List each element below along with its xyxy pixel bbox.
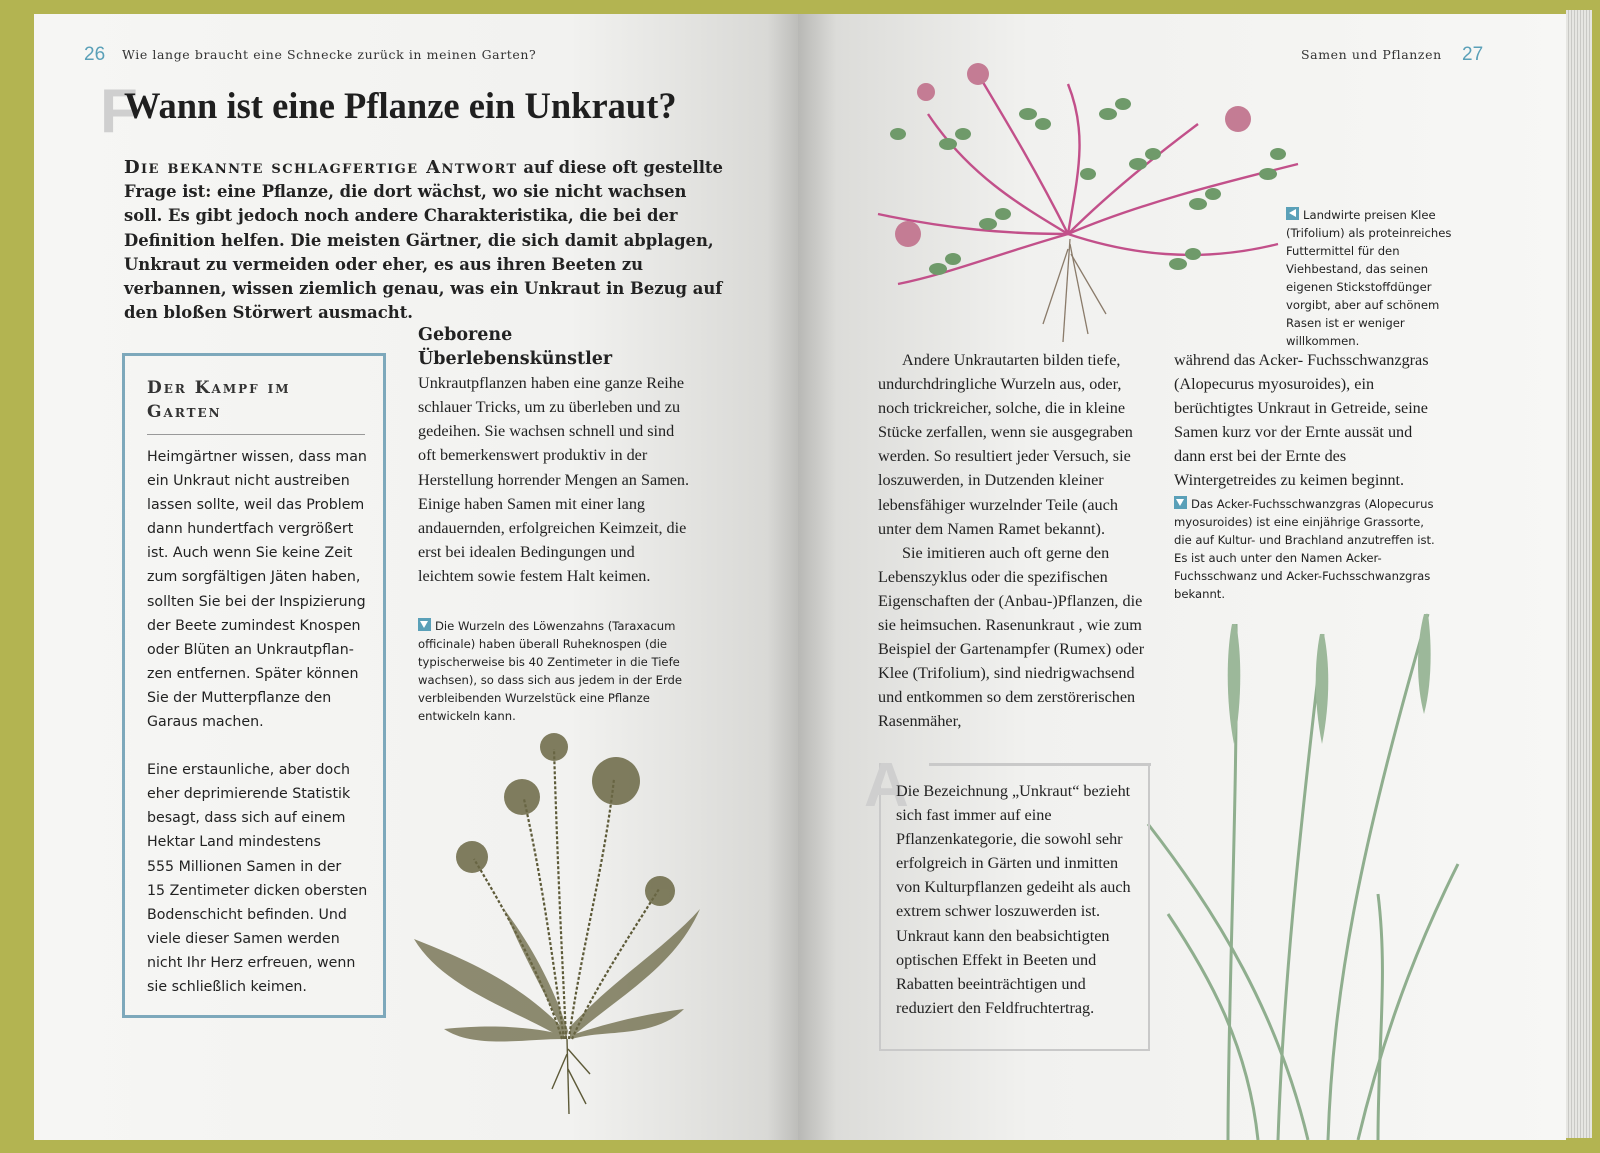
page-title: Wann ist eine Pflanze ein Unkraut? [124,85,677,126]
sidebar-title: Der Kampf im Garten [147,378,291,422]
dandelion-illustration [404,709,704,1119]
right-page [798,14,1566,1140]
right-col1-paragraph-2: Sie imitieren auch oft gerne den Lebenszyklus oder die spezifischen Eigenschaften der (Anbau-)Pflanzen, die sie heimsuchen. Rasenunkraut , wie zum Beispiel der Gartenampfer (Rumex) oder Klee (Trifolium), sind niedrigwachsend und entkommen so dem zerstörerischen Rasenmäher, [878,543,1145,731]
page-number-left: 26 [84,44,106,65]
right-col1-paragraph-1: Andere Unkrautarten bilden tiefe, undurchdringliche Wurzeln aus, oder, noch trickreicher, solche, die in kleine Stücke zerfallen, wenn sie ausgegraben werden. So resultiert jeder Versuch, sie loszuwerden, in Dutzenden kleiner lebensfähiger wurzelnder Teile (auch unter dem Namen Ramet bekannt). [878,351,1133,538]
triangle-down-icon [418,618,431,631]
grass-caption [1174,495,1444,603]
lead-paragraph [124,156,724,325]
clover-caption [1286,206,1472,350]
clover-illustration [838,54,1318,344]
quote-text: Die Bezeichnung „Unkraut“ bezieht sich fast immer auf eine Pflanzenkategorie, die sowohl sehr erfolgreich in Gärten und inmitten von Kulturpflanzen gedeiht als auch extrem schwer loszuwerden ist. Unkraut kann den beabsichtigten optischen Effekt in Beeten und Rabatten beeinträchtigen und reduziert den Feldfruchtertrag. [896,782,1131,1017]
page-number-right: 27 [1462,44,1484,65]
right-column-1 [878,348,1150,734]
quote-box-top-rule [929,763,1151,766]
right-column-2 [1174,348,1444,493]
triangle-down-icon [1174,496,1187,509]
sidebar-paragraph-2: Eine erstaunliche, aber doch eher deprimierende Statistik besagt, dass sich auf einem Hektar Land mindestens 555 Millionen Samen in der 15 Zentimeter dicken obersten Bodenschicht befinden. Und viele dieser Samen werden nicht Ihr Herz erfreuen, wenn sie schließlich keimen. [147,762,368,995]
subheading: Geborene Überlebenskünstler [418,325,613,370]
title-drop-initial: F [100,77,138,146]
sidebar-box [122,353,386,1018]
lead-caps: Die bekannte schlagfertige Antwort [124,157,518,178]
page-edges [1566,10,1592,1138]
quote-drop-initial: A [864,751,909,820]
left-column [418,323,694,588]
sidebar-paragraph-1: Heimgärtner wissen, dass man ein Unkraut nicht austreiben lassen sollte, weil das Problem dann hundertfach vergrößert ist. Auch wenn Sie keine Zeit zum sorgfältigen Jäten haben, sollten Sie bei der Inspizierung der Beete zumindest Knospen oder Blüten an Unkrautpflan- zen entfernen. Später können Sie der Mutterpflanze den Garaus machen. [147,449,367,731]
triangle-left-icon [1286,207,1299,220]
body-paragraph: Unkrautpflanzen haben eine ganze Reihe schlauer Tricks, um zu überleben und zu gedeihen. Sie wachsen schnell und sind oft bemerkenswert produktiv in der Herstellung horrender Mengen an Samen. Einige haben Samen mit einer lang andauernden, erfolgreichen Keimzeit, die erst bei idealen Bedingungen und leichtem sowie festem Halt keimen. [418,374,690,585]
clover-caption-text: Landwirte preisen Klee (Trifolium) als proteinreiches Futtermittel für den Viehbestand, das seinen eigenen Stickstoffdünger vorgibt, aber auf schönem Rasen ist er weniger willkommen. [1286,208,1452,348]
grass-caption-text: Das Acker-Fuchsschwanzgras (Alopecurus myosuroides) ist eine einjährige Grassorte, die auf Kultur- und Brachland anzutreffen ist. Es ist auch unter den Namen Acker-Fuchsschwanz und Acker-Fuchsschwanzgras bekannt. [1174,497,1435,601]
running-head-right: Samen und Pflanzen [1301,47,1442,62]
sidebar-divider [147,434,365,435]
lead-rest: auf diese oft gestellte Frage ist: eine Pflanze, die dort wächst, wo sie nicht wachsen soll. Es gibt jedoch noch andere Charakteristika, die bei der Definition helfen. Die meisten Gärtner, die sich damit abplagen, Unkraut zu vermeiden oder eher, es aus ihren Beeten zu verbannen, wissen ziemlich genau, was ein Unkraut in Bezug auf den bloßen Störwert ausmacht. [124,158,723,323]
left-page [34,14,798,1140]
dandelion-caption-text: Die Wurzeln des Löwenzahns (Taraxacum officinale) haben überall Ruheknospen (die typischerweise bis 40 Zentimeter in die Tiefe wachsen), so dass sich aus jedem in der Erde verbleibenden Wurzelstück eine Pflanze entwickeln kann. [418,619,683,723]
running-head-left: Wie lange braucht eine Schnecke zurück in meinen Garten? [122,47,537,62]
right-col2-paragraph-1: während das Acker- Fuchsschwanzgras (Alopecurus myosuroides), ein berüchtigtes Unkraut in Getreide, seine Samen kurz vor der Ernte aussät und dann erst bei der Ernte des Wintergetreides zu keimen beginnt. [1174,351,1429,490]
grass-illustration [1128,594,1468,1140]
